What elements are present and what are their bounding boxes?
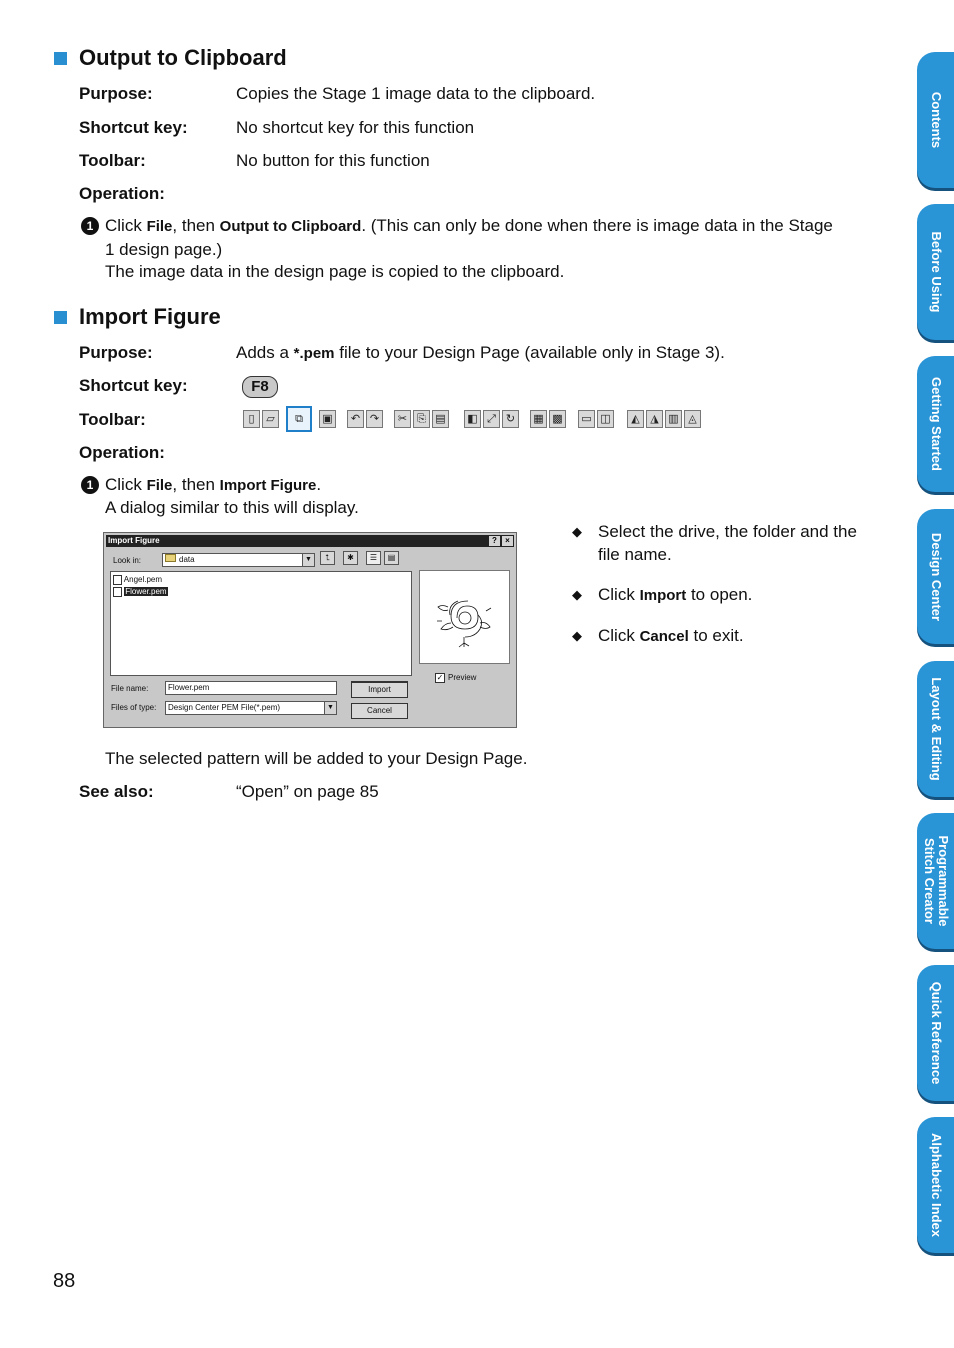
cut-icon: ✂ — [394, 410, 411, 428]
grid-settings-icon: ▩ — [549, 410, 566, 428]
file-icon — [113, 575, 122, 585]
side-tab-quick-reference[interactable]: Quick Reference — [917, 965, 954, 1101]
purpose-text: Adds a *.pem file to your Design Page (available only in Stage 3). — [236, 343, 725, 362]
cancel-button[interactable]: Cancel — [351, 703, 408, 719]
step-instruction-cont: 1 design page.) — [105, 240, 223, 259]
shortcut-label: Shortcut key: — [79, 118, 188, 137]
side-tab-design-center[interactable]: Design Center — [917, 509, 954, 644]
new-folder-icon[interactable]: ✱ — [343, 551, 358, 565]
file-list-item[interactable]: Angel.pem — [113, 575, 162, 585]
side-tab-getting-started[interactable]: Getting Started — [917, 356, 954, 492]
import-figure-icon[interactable]: ⧉ — [286, 406, 312, 432]
toolbar-text: No button for this function — [236, 151, 430, 170]
redo-icon: ↷ — [366, 410, 383, 428]
side-tab-before-using[interactable]: Before Using — [917, 204, 954, 340]
look-in-select[interactable]: data ▼ — [162, 553, 315, 567]
purpose-label: Purpose: — [79, 343, 153, 362]
file-icon — [113, 587, 122, 597]
page-number: 88 — [53, 1270, 76, 1292]
diamond-bullet-icon: ◆ — [572, 628, 582, 643]
close-button[interactable]: × — [502, 536, 513, 546]
section-marker-icon — [54, 52, 67, 65]
toolbar-label: Toolbar: — [79, 410, 146, 429]
step-result: The selected pattern will be added to your Design Page. — [105, 749, 528, 768]
list-view-icon[interactable]: ☰ — [366, 551, 381, 565]
monitor-realistic-icon: ◫ — [597, 410, 614, 428]
side-tab-contents[interactable]: Contents — [917, 52, 954, 188]
rotate-flip-icon: ⤢ — [483, 410, 500, 428]
preview-pane — [419, 570, 510, 664]
details-view-icon[interactable]: ▤ — [384, 551, 399, 565]
figure-a-icon: ◭ — [627, 410, 644, 428]
import-button[interactable]: Import — [351, 681, 408, 698]
file-list-item-selected[interactable]: Flower.pem — [113, 587, 168, 597]
chevron-down-icon[interactable]: ▼ — [324, 702, 336, 714]
undo-icon: ↶ — [347, 410, 364, 428]
purpose-text: Copies the Stage 1 image data to the clipboard. — [236, 84, 596, 103]
purpose-label: Purpose: — [79, 84, 153, 103]
stitch-pattern-icon: ▦ — [530, 410, 547, 428]
operation-label: Operation: — [79, 184, 165, 203]
section-marker-icon — [54, 311, 67, 324]
save-icon: ▣ — [319, 410, 336, 428]
step-result: The image data in the design page is copied to the clipboard. — [105, 262, 565, 281]
help-button[interactable]: ? — [489, 536, 500, 546]
monitor-preview-icon: ▭ — [578, 410, 595, 428]
folder-icon — [165, 554, 176, 562]
copy-icon: ⎘ — [413, 410, 430, 428]
side-tab-programmable-stitch-creator[interactable]: Programmable Stitch Creator — [917, 813, 954, 949]
figure-d-icon: ◬ — [684, 410, 701, 428]
step-instruction: Click File, then Output to Clipboard. (This can only be done when there is image data in the Stage — [105, 216, 833, 235]
step-number-icon: 1 — [81, 476, 99, 494]
preview-label: Preview — [448, 673, 477, 682]
file-type-select[interactable]: Design Center PEM File(*.pem) ▼ — [165, 701, 337, 715]
file-name-input[interactable]: Flower.pem — [165, 681, 337, 695]
open-folder-icon: ▱ — [262, 410, 279, 428]
look-in-label: Look in: — [113, 556, 142, 565]
preview-checkbox[interactable]: ✓ — [436, 673, 444, 682]
toolbar-label: Toolbar: — [79, 151, 146, 170]
step-instruction-cont: A dialog similar to this will display. — [105, 498, 359, 517]
diamond-bullet-icon: ◆ — [572, 524, 582, 539]
diamond-bullet-icon: ◆ — [572, 587, 582, 602]
operation-label: Operation: — [79, 443, 165, 462]
side-tab-layout-editing[interactable]: Layout & Editing — [917, 661, 954, 797]
f8-key-badge: F8 — [242, 376, 278, 398]
up-folder-icon[interactable]: ⮤ — [320, 551, 335, 565]
chevron-down-icon[interactable]: ▼ — [302, 554, 314, 566]
shortcut-text: No shortcut key for this function — [236, 118, 475, 137]
figure-b-icon: ◮ — [646, 410, 663, 428]
section-heading-output-to-clipboard: Output to Clipboard — [79, 45, 287, 70]
see-also-link[interactable]: “Open” on page 85 — [236, 782, 379, 801]
see-also-label: See also: — [79, 782, 154, 801]
mirror-icon: ◧ — [464, 410, 481, 428]
figure-c-icon: ▥ — [665, 410, 682, 428]
shortcut-label: Shortcut key: — [79, 376, 188, 395]
section-heading-import-figure: Import Figure — [79, 304, 221, 329]
new-file-icon: ▯ — [243, 410, 260, 428]
file-name-label: File name: — [111, 684, 149, 693]
step-number-icon: 1 — [81, 217, 99, 235]
step-instruction: Click File, then Import Figure. — [105, 475, 322, 494]
rotate-icon: ↻ — [502, 410, 519, 428]
paste-icon: ▤ — [432, 410, 449, 428]
rose-preview-image — [420, 571, 509, 663]
dialog-title: Import Figure ? × — [106, 535, 514, 547]
file-type-label: Files of type: — [111, 703, 157, 712]
side-tab-alphabetic-index[interactable]: Alphabetic Index — [917, 1117, 954, 1253]
